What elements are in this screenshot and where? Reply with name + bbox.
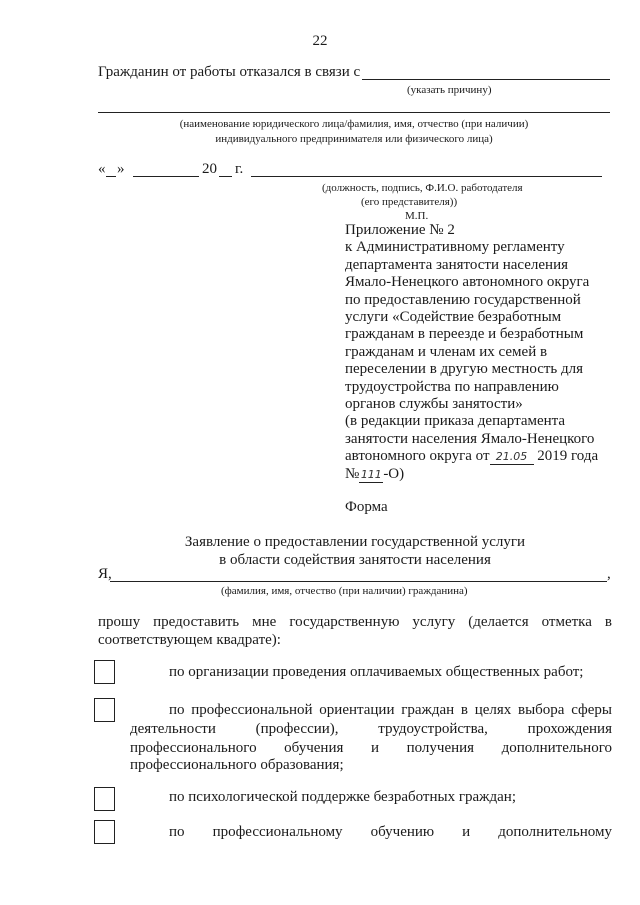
appendix-line: трудоустройства по направлению <box>345 378 559 395</box>
appendix-year: 2019 года <box>537 448 599 465</box>
option-checkbox[interactable] <box>94 787 115 811</box>
applicant-prefix: Я, <box>98 566 112 582</box>
appendix-date-field <box>490 449 534 465</box>
refusal-text: Гражданин от работы отказался в связи с <box>98 64 361 80</box>
signature-caption-line1: (должность, подпись, Ф.И.О. работодателя <box>322 182 523 194</box>
option-text: деятельности (профессии), трудоустройства, прохождения <box>130 721 612 737</box>
option-checkbox[interactable] <box>94 698 115 722</box>
appendix-line: органов службы занятости» <box>345 396 523 413</box>
appendix-number-line <box>345 466 598 483</box>
appendix-date-prefix: автономного округа от <box>345 448 490 465</box>
appendix-line: услуги «Содействие безработным <box>345 309 562 326</box>
title-line1: Заявление о предоставлении государственной услуги <box>184 534 526 550</box>
option-checkbox[interactable] <box>94 820 115 844</box>
appendix-line: (в редакции приказа департамента <box>345 413 566 430</box>
date-day-line <box>106 176 116 177</box>
date-year-line <box>219 176 232 177</box>
option-text: профессионального обучения и получения дополнительного <box>130 740 612 756</box>
appendix-line: переселении в другую местность для <box>345 361 584 378</box>
appendix-number-field <box>359 467 383 483</box>
option-text: профессионального образования; <box>130 757 344 773</box>
appendix-line: занятости населения Ямало-Ненецкого <box>345 430 595 447</box>
handwritten-date: 21.05 <box>495 450 528 464</box>
date-quote-open: « <box>98 161 106 177</box>
appendix-number-suffix: -О) <box>383 465 405 482</box>
appendix-line: департамента занятости населения <box>345 256 569 273</box>
appendix-date-line <box>345 448 598 465</box>
request-line2: соответствующем квадрате): <box>98 632 281 648</box>
form-label: Форма <box>345 499 388 515</box>
employer-caption-line1: (наименование юридического лица/фамилия, имя, отчество (при наличии) <box>179 118 529 130</box>
date-year-suffix: г. <box>235 161 244 177</box>
signature-caption-line2: (его представителя)) <box>361 196 458 208</box>
applicant-name-line <box>110 581 607 582</box>
handwritten-number: 111 <box>360 467 382 481</box>
stamp-label: М.П. <box>405 210 429 222</box>
appendix-line: Ямало-Ненецкого автономного округа <box>345 274 590 291</box>
signature-line <box>251 176 602 177</box>
appendix-line: гражданам и членам их семей в <box>345 343 548 360</box>
appendix-line: Приложение № 2 <box>345 222 455 238</box>
appendix-block <box>345 222 598 483</box>
appendix-line: к Административному регламенту <box>345 239 565 256</box>
appendix-line: гражданам в переезде и безработным <box>345 326 584 343</box>
reason-caption: (указать причину) <box>407 84 492 96</box>
date-month-line <box>133 176 199 177</box>
appendix-number-sign: № <box>345 465 360 482</box>
reason-line <box>362 79 610 80</box>
employer-caption-line2: индивидуального предпринимателя или физического лица) <box>215 133 493 145</box>
date-year-prefix: 20 <box>202 161 217 177</box>
appendix-line: по предоставлению государственной <box>345 291 581 308</box>
option-text: по психологической поддержке безработных граждан; <box>169 789 516 805</box>
title-line2: в области содействия занятости населения <box>219 552 491 568</box>
date-quote-close: » <box>117 161 125 177</box>
option-checkbox[interactable] <box>94 660 115 684</box>
page-number: 22 <box>312 33 328 49</box>
option-text: по профессиональной ориентации граждан в целях выбора сферы <box>169 702 612 718</box>
applicant-caption: (фамилия, имя, отчество (при наличии) гражданина) <box>221 585 468 597</box>
applicant-suffix: , <box>607 566 611 582</box>
employer-line <box>98 112 610 113</box>
option-text: по профессиональному обучению и дополнительному <box>169 824 612 840</box>
request-line1: прошу предоставить мне государственную услугу (делается отметка в <box>98 614 612 630</box>
option-text: по организации проведения оплачиваемых общественных работ; <box>169 664 584 680</box>
